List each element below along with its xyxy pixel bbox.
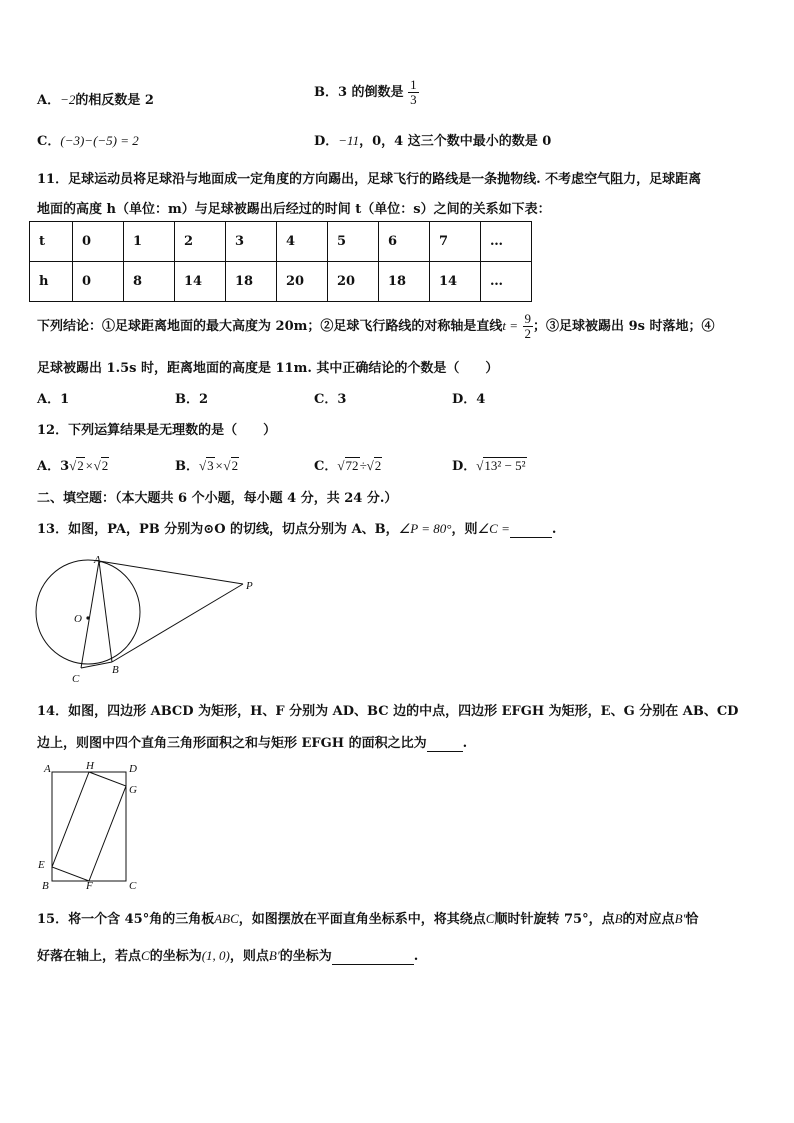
label-b: B (112, 664, 119, 676)
table-cell: 8 (124, 262, 175, 302)
table-cell: 5 (328, 222, 379, 262)
q11-option-d: D．4 (452, 392, 486, 407)
table-cell: 7 (430, 222, 481, 262)
q13-stem: 13．如图，PA，PB 分别为⊙O 的切线，切点分别为 A、B，∠P = 80°，则∠C = . (37, 521, 557, 537)
table-cell: 14 (430, 262, 481, 302)
label-d: D (129, 763, 137, 775)
center-point (86, 616, 89, 619)
answer-blank (510, 522, 552, 538)
table-cell: … (481, 222, 532, 262)
q12-option-a: A．3√2×√2 (37, 458, 109, 474)
q13-circle-tangent-figure (30, 552, 270, 687)
q11-option-c: C．3 (314, 392, 347, 407)
fraction: $\frac{1}{3}$ (410, 77, 417, 107)
label-c: C (129, 880, 137, 892)
q14-line2: 边上，则图中四个直角三角形面积之和与矩形 EFGH 的面积之比为 . (37, 736, 468, 751)
table-cell: 2 (175, 222, 226, 262)
q11-conclusion-line2: 足球被踢出 1.5s 时，距离地面的高度是 11m. 其中正确结论的个数是（ ） (37, 361, 499, 376)
table-cell: 0 (73, 222, 124, 262)
table-cell: 18 (379, 262, 430, 302)
q12-option-c: C．√72÷√2 (314, 458, 382, 474)
tangent-pb (112, 584, 243, 662)
q14-line1: 14．如图，四边形 ABCD 为矩形，H、F 分别为 AD、BC 边的中点，四边形 EFGH 为矩形，E、G 分别在 AB、CD (37, 704, 739, 719)
q12-option-b: B．√3×√2 (175, 458, 239, 474)
rectangle-efgh (52, 772, 126, 881)
label-c: C (72, 673, 80, 685)
table-cell: 14 (175, 262, 226, 302)
label-o: O (74, 613, 82, 625)
option-a-q10: A．−2的相反数是 2 (37, 92, 154, 108)
q12-stem: 12．下列运算结果是无理数的是（ ） (37, 423, 277, 438)
table-cell: 20 (277, 262, 328, 302)
answer-blank (332, 949, 414, 965)
table-cell: 4 (277, 222, 328, 262)
q14-rectangle-figure (34, 758, 149, 893)
q11-option-b: B．2 (175, 392, 209, 407)
answer-blank (427, 736, 463, 752)
table-cell: 18 (226, 262, 277, 302)
section-heading: 二、填空题：（本大题共 6 个小题，每小题 4 分，共 24 分.） (37, 491, 398, 506)
q11-line1: 11．足球运动员将足球沿与地面成一定角度的方向踢出，足球飞行的路线是一条抛物线. 不考虑空气阻力，足球距离 (37, 172, 702, 187)
table-cell: 3 (226, 222, 277, 262)
table-cell: 1 (124, 222, 175, 262)
label-g: G (129, 784, 137, 796)
rectangle-abcd (52, 772, 126, 881)
option-d-q10: D．−11，0，4 这三个数中最小的数是 0 (314, 133, 552, 149)
q15-line1: 15．将一个含 45°角的三角板ABC，如图摆放在平面直角坐标系中，将其绕点C顺时针旋转 75°，点B的对应点B′恰 (37, 911, 699, 927)
q11-conclusion-line1: 下列结论：①足球距离地面的最大高度为 20m；②足球飞行路线的对称轴是直线t = $\frac{9}{2}$ ；③足球被踢出 9s 时落地；④ (37, 311, 715, 341)
label-p: P (246, 580, 253, 592)
q11-line2: 地面的高度 h（单位：m）与足球被踢出后经过的时间 t（单位：s）之间的关系如下表： (37, 202, 551, 217)
circle-o (36, 560, 140, 664)
table-cell: 0 (73, 262, 124, 302)
q15-line2: 好落在轴上，若点C的坐标为(1, 0)，则点B′的坐标为 . (37, 948, 419, 964)
table-cell: … (481, 262, 532, 302)
option-b-q10: B．3 的倒数是 $\frac{1}{3}$ (314, 77, 417, 107)
table-cell: t (30, 222, 73, 262)
data-table (29, 221, 532, 302)
option-c-q10: C．(−3)−(−5) = 2 (37, 133, 139, 149)
label-e: E (38, 859, 45, 871)
table-cell: 20 (328, 262, 379, 302)
label-h: H (86, 760, 94, 772)
label-f: F (86, 880, 93, 892)
tangent-pa (99, 561, 243, 584)
table-cell: 6 (379, 222, 430, 262)
label-a: A (44, 763, 51, 775)
q12-option-d: D．√13² − 5² (452, 458, 526, 474)
chord-ac (81, 561, 99, 668)
chord-ab (99, 561, 112, 662)
table-row (30, 262, 532, 302)
table-cell: h (30, 262, 73, 302)
fraction: $\frac{9}{2}$ (524, 311, 532, 341)
table-row (30, 222, 532, 262)
label-b: B (42, 880, 49, 892)
q11-option-a: A．1 (37, 392, 70, 407)
label-a: A (94, 554, 101, 566)
